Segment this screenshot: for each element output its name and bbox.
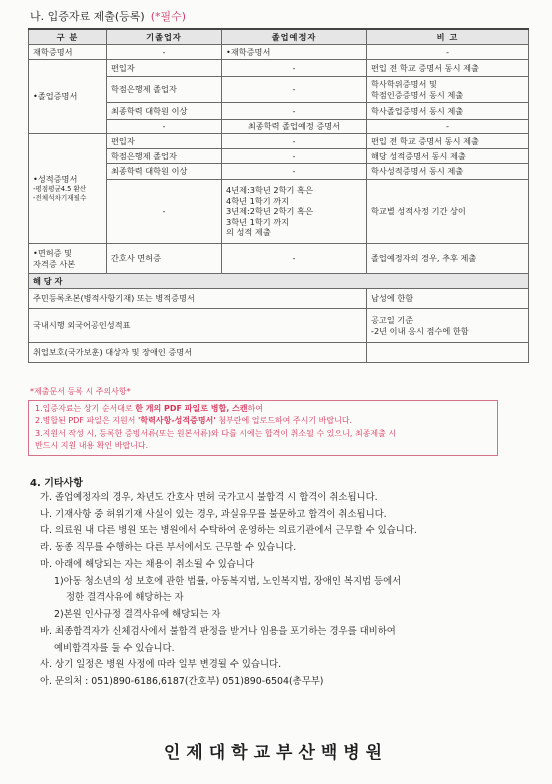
table-row: 학점은행제 졸업자 - 해당 성적증명서 동시 제출 [29, 149, 529, 164]
hospital-name-footer: 인제대학교부산백병원 [163, 743, 389, 763]
list-item: 마. 아래에 해당되는 자는 채용이 취소될 수 있습니다 [40, 558, 255, 570]
list-item: 다. 의료원 내 다른 병원 또는 병원에서 수탁하여 운영하는 의료기관에서 근무할 수 있습니다. [40, 525, 417, 537]
notice-title: *제출문서 등록 시 주의사항* [30, 387, 131, 396]
list-item: 사. 상기 일정은 병원 사정에 따라 일부 변경될 수 있습니다. [40, 659, 282, 671]
list-item: 바. 최종합격자가 신체검사에서 불합격 판정을 받거나 임용을 포기하는 경우를 대비하여 [40, 625, 396, 637]
table-row: - 4년제:3학년 2학기 혹은 4학년 1학기 까지 3년제:2학년 2학기 혹은 3학년 1학기 까지 의 성적 제출 학교별 성적사정 기간 상이 [29, 180, 529, 244]
etc-title: 4. 기타사항 [30, 478, 83, 489]
table-row: 재학증명서 - •재학증명서 - [29, 45, 529, 60]
table-row: 학점은행제 졸업자 - 학사학위증명서 및 학점인증증명서 동시 제출 [29, 77, 529, 103]
list-item-cont: 예비합격자를 둘 수 있습니다. [54, 642, 175, 654]
table-header-row [29, 29, 529, 45]
list-item: 아. 문의처 : 051)890-6186,6187(간호부) 051)890-6504(총무부) [40, 676, 324, 688]
list-subitem: 1)아동 청소년의 성 보호에 관한 법률, 아동복지법, 노인복지법, 장애인 복지법 등에서 [54, 575, 402, 587]
table-row: 취업보호(국가보훈) 대상자 및 장애인 증명서 [29, 343, 529, 363]
table-row: 주민등록초본(병적사항기재) 또는 병적증명서 남성에 한함 [29, 289, 529, 309]
table-row: •면허증 및 자격증 사본 간호사 면허증 - 졸업예정자의 경우, 추후 제출 [29, 244, 529, 274]
section-title: 나. 입증자료 제출(등록) (*필수) [30, 10, 187, 23]
table-row: - 최종학력 졸업예정 증명서 - [29, 120, 529, 134]
applicable-header-row: 해 당 자 [29, 274, 529, 289]
list-item: 가. 졸업예정자의 경우, 차년도 간호사 면허 국가고시 불합격 시 합격이 취소됩니다. [40, 492, 378, 503]
etc-list [40, 490, 540, 691]
table-row: 국내시행 외국어공인성적표 공고일 기준 -2년 이내 응시 점수에 한함 [29, 309, 529, 343]
table-row: •성적증명서 -평점평균4.5 환산 -전체석차기재필수 편입자 - 편입 전 학교 증명서 동시 제출 [29, 134, 529, 149]
notice-line-3: 3.지원서 작성 시, 등록한 증빙서류(또는 원본서류)와 다를 시에는 합격이 취소될 수 있으니, 최종제출 시 반드시 지원 내용 확인 바랍니다. [35, 428, 397, 451]
documents-table [28, 28, 529, 363]
row-label: •성적증명서 -평점평균4.5 환산 -전체석차기재필수 [29, 134, 107, 244]
table-row: 최종학력 대학원 이상 - 학사졸업증명서 동시 제출 [29, 103, 529, 120]
list-item: 라. 동종 직무를 수행하는 다른 부서에서도 근무할 수 있습니다. [40, 542, 297, 554]
header-graduated: 기졸업자 [107, 29, 222, 45]
notice-box [28, 400, 498, 456]
row-label: •면허증 및 자격증 사본 [29, 244, 107, 274]
notice-line-1: 1.입증자료는 상기 순서대로 한 개의 PDF 파일로 병합, 스캔하여 [35, 404, 263, 413]
required-mark: (*필수) [150, 10, 187, 23]
header-expected: 졸업예정자 [222, 29, 367, 45]
list-item: 나. 기재사항 중 허위기재 사실이 있는 경우, 과실유무를 불문하고 합격이 취소됩니다. [40, 508, 387, 520]
table-row: •졸업증명서 편입자 - 편입 전 학교 증명서 동시 제출 [29, 60, 529, 77]
row-label: •졸업증명서 [29, 60, 107, 134]
notice-line-2: 2.병합된 PDF 파일은 지원서 '학력사항-성적증명서' 첨부란에 업로드하여 주시기 바랍니다. [35, 416, 353, 426]
header-category: 구 분 [29, 29, 107, 45]
header-note: 비 고 [367, 29, 529, 45]
table-row: 최종학력 대학원 이상 - 학사성적증명서 동시 제출 [29, 164, 529, 180]
row-label: 재학증명서 [29, 45, 107, 60]
list-subitem-cont: 정한 결격사유에 해당하는 자 [66, 592, 184, 604]
list-subitem: 2)본원 인사규정 결격사유에 해당되는 자 [54, 609, 221, 621]
